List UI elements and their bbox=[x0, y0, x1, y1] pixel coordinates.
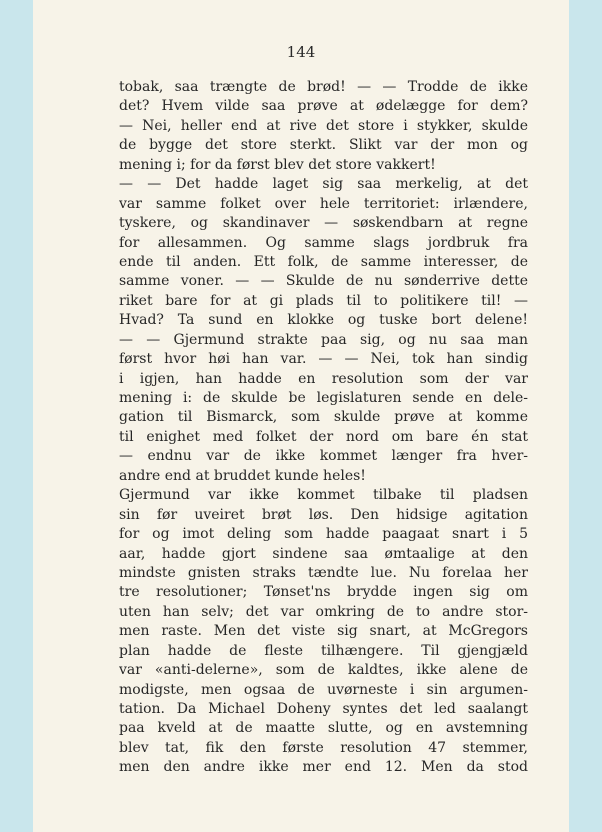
text-line: ende til anden. Ett folk, de samme interesser, de bbox=[119, 253, 528, 270]
text-line: var «anti-delerne», som de kaldtes, ikke alene de bbox=[119, 662, 528, 679]
text-line: var samme folket over hele territoriet: irlændere, bbox=[119, 195, 528, 212]
text-line: men den andre ikke mer end 12. Men da stod bbox=[119, 759, 528, 776]
text-line: — endnu var de ikke kommet længer fra hver- bbox=[119, 448, 528, 465]
text-line: samme voner. — — Skulde de nu sønderrive dette bbox=[119, 273, 528, 290]
text-line: men raste. Men det viste sig snart, at McGregors bbox=[119, 623, 528, 640]
text-line: tre resolutioner; Tønset'ns brydde ingen sig om bbox=[119, 584, 528, 601]
text-line: de bygge det store sterkt. Slikt var der mon og bbox=[119, 137, 528, 154]
text-line: til enighet med folket der nord om bare én stat bbox=[119, 428, 528, 445]
text-line: tation. Da Michael Doheny syntes det led saalangt bbox=[119, 701, 528, 717]
text-line: mindste gnisten straks tændte lue. Nu forelaa her bbox=[119, 564, 528, 581]
text-line: mening i: de skulde be legislaturen sende en dele- bbox=[119, 390, 528, 406]
text-line: uten han selv; det var omkring de to andre stor- bbox=[119, 603, 528, 620]
text-line: mening i; for da først blev det store vakkert! bbox=[119, 156, 436, 173]
text-line: først hvor høi han var. — — Nei, tok han sindig bbox=[119, 351, 528, 368]
text-line: andre end at bruddet kunde heles! bbox=[119, 467, 366, 484]
text-line: det? Hvem vilde saa prøve at ødelægge for dem? bbox=[119, 98, 528, 115]
text-line: blev tat, fik den første resolution 47 stemmer, bbox=[119, 739, 528, 756]
text-line: plan hadde de fleste tilhængere. Til gjengjæld bbox=[119, 642, 528, 659]
text-line: sin før uveiret brøt løs. Den hidsige agitation bbox=[119, 506, 528, 523]
text-line: — — Gjermund strakte paa sig, og nu saa man bbox=[119, 331, 528, 348]
text-line: riket bare for at gi plads til to politikere til! — bbox=[119, 292, 528, 309]
page-number: 144 bbox=[286, 43, 316, 61]
text-line: tobak, saa trængte de brød! — — Trodde de ikke bbox=[119, 79, 528, 95]
text-line: Hvad? Ta sund en klokke og tuske bort delene! bbox=[119, 312, 528, 329]
text-line: — — Det hadde laget sig saa merkelig, at det bbox=[119, 176, 528, 193]
text-line: i igjen, han hadde en resolution som der var bbox=[119, 370, 528, 387]
body-text bbox=[119, 78, 528, 778]
book-page bbox=[33, 0, 569, 832]
text-line: paa kveld at de maatte slutte, og en avstemning bbox=[119, 720, 528, 737]
text-line: aar, hadde gjort sindene saa ømtaalige at den bbox=[119, 545, 528, 562]
text-line: tyskere, og skandinaver — søskendbarn at regne bbox=[119, 215, 528, 232]
text-line: for allesammen. Og samme slags jordbruk fra bbox=[119, 234, 528, 251]
text-line: — Nei, heller end at rive det store i stykker, skulde bbox=[119, 117, 528, 134]
text-line: Gjermund var ikke kommet tilbake til pladsen bbox=[119, 487, 528, 504]
text-line: modigste, men ogsaa de uvørneste i sin argumen- bbox=[119, 681, 528, 698]
text-line: gation til Bismarck, som skulde prøve at komme bbox=[119, 409, 528, 426]
text-line: for og imot deling som hadde paagaat snart i 5 bbox=[119, 526, 528, 543]
